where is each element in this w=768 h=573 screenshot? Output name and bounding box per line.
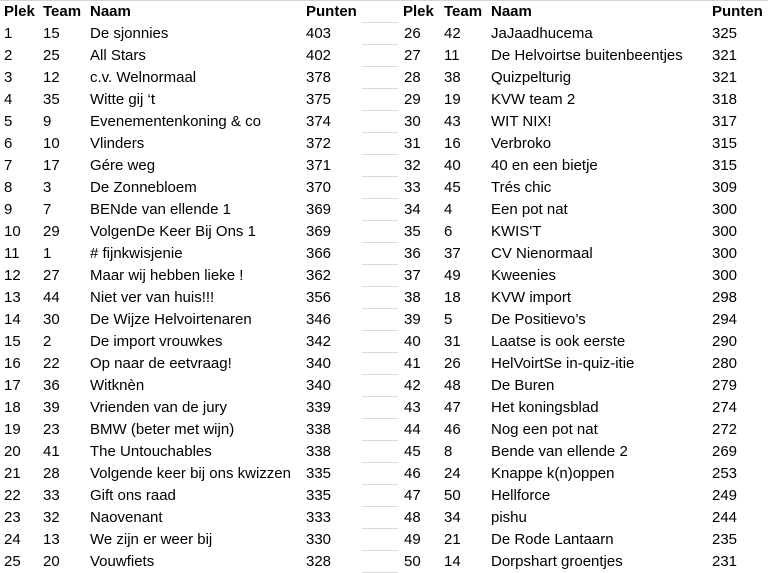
left-team-cell: 9 xyxy=(43,113,52,130)
right-punten-cell: 321 xyxy=(712,47,738,64)
left-plek-cell: 1 xyxy=(4,25,13,42)
spacer-column xyxy=(362,111,398,133)
right-team-cell: 18 xyxy=(444,289,461,306)
left-punten-cell: 340 xyxy=(306,355,332,372)
left-naam-cell: Vrienden van de jury xyxy=(90,399,228,416)
left-naam-cell: The Untouchables xyxy=(90,443,212,460)
table-row xyxy=(0,309,768,331)
right-team-cell: 40 xyxy=(444,157,461,174)
left-punten-cell: 340 xyxy=(306,377,332,394)
header-plek-left: Plek xyxy=(4,3,35,20)
left-naam-cell: # fijnkwisjenie xyxy=(90,245,183,262)
left-naam-cell: Gift ons raad xyxy=(90,487,176,504)
left-punten-cell: 374 xyxy=(306,113,332,130)
right-team-cell: 49 xyxy=(444,267,461,284)
right-naam-cell: Dorpshart groentjes xyxy=(491,553,623,570)
right-punten-cell: 269 xyxy=(712,443,738,460)
left-plek-cell: 14 xyxy=(4,311,21,328)
left-naam-cell: BENde van ellende 1 xyxy=(90,201,231,218)
right-punten-cell: 235 xyxy=(712,531,738,548)
right-punten-cell: 300 xyxy=(712,267,738,284)
right-team-cell: 21 xyxy=(444,531,461,548)
right-naam-cell: HelVoirtSe in-quiz-itie xyxy=(491,355,635,372)
right-naam-cell: 40 en een bietje xyxy=(491,157,598,174)
spacer-column xyxy=(362,375,398,397)
right-naam-cell: Knappe k(n)oppen xyxy=(491,465,615,482)
right-naam-cell: Kweenies xyxy=(491,267,557,284)
right-naam-cell: De Helvoirtse buitenbeentjes xyxy=(491,47,683,64)
left-punten-cell: 330 xyxy=(306,531,332,548)
left-punten-cell: 369 xyxy=(306,223,332,240)
right-plek-cell: 32 xyxy=(404,157,421,174)
left-plek-cell: 2 xyxy=(4,47,13,64)
right-plek-cell: 40 xyxy=(404,333,421,350)
left-naam-cell: Gére weg xyxy=(90,157,156,174)
header-punten-right: Punten xyxy=(712,3,763,20)
spacer-column xyxy=(362,309,398,331)
left-punten-cell: 339 xyxy=(306,399,332,416)
right-punten-cell: 294 xyxy=(712,311,738,328)
spacer-column xyxy=(362,331,398,353)
spacer-column xyxy=(362,265,398,287)
spacer-column xyxy=(362,287,398,309)
table-row xyxy=(0,441,768,463)
left-team-cell: 17 xyxy=(43,157,60,174)
left-punten-cell: 403 xyxy=(306,25,332,42)
table-row xyxy=(0,111,768,133)
right-plek-cell: 33 xyxy=(404,179,421,196)
left-naam-cell: VolgenDe Keer Bij Ons 1 xyxy=(90,223,256,240)
right-naam-cell: KVW import xyxy=(491,289,572,306)
table-row xyxy=(0,265,768,287)
left-punten-cell: 328 xyxy=(306,553,332,570)
left-team-cell: 20 xyxy=(43,553,60,570)
right-naam-cell: Laatse is ook eerste xyxy=(491,333,626,350)
left-team-cell: 12 xyxy=(43,69,60,86)
left-team-cell: 7 xyxy=(43,201,52,218)
left-team-cell: 44 xyxy=(43,289,60,306)
right-naam-cell: JaJaadhucema xyxy=(491,25,593,42)
left-plek-cell: 16 xyxy=(4,355,21,372)
left-team-cell: 39 xyxy=(43,399,60,416)
right-naam-cell: De Positievo’s xyxy=(491,311,586,328)
right-team-cell: 31 xyxy=(444,333,461,350)
left-naam-cell: Op naar de eetvraag! xyxy=(90,355,232,372)
left-plek-cell: 11 xyxy=(4,245,20,262)
right-punten-cell: 279 xyxy=(712,377,738,394)
header-punten-left: Punten xyxy=(306,3,357,20)
header-row xyxy=(0,1,768,23)
left-team-cell: 33 xyxy=(43,487,60,504)
right-naam-cell: Verbroko xyxy=(491,135,552,152)
left-plek-cell: 9 xyxy=(4,201,13,218)
right-naam-cell: Bende van ellende 2 xyxy=(491,443,628,460)
left-plek-cell: 23 xyxy=(4,509,21,526)
right-team-cell: 8 xyxy=(444,443,453,460)
right-plek-cell: 34 xyxy=(404,201,421,218)
header-naam-left: Naam xyxy=(90,3,131,20)
right-punten-cell: 309 xyxy=(712,179,738,196)
right-punten-cell: 321 xyxy=(712,69,738,86)
right-plek-cell: 31 xyxy=(404,135,421,152)
right-plek-cell: 36 xyxy=(404,245,421,262)
table-row xyxy=(0,419,768,441)
right-plek-cell: 50 xyxy=(404,553,421,570)
right-team-cell: 34 xyxy=(444,509,461,526)
left-naam-cell: Vouwfiets xyxy=(90,553,155,570)
header-team-left: Team xyxy=(43,3,82,20)
right-plek-cell: 45 xyxy=(404,443,421,460)
right-punten-cell: 274 xyxy=(712,399,738,416)
right-plek-cell: 28 xyxy=(404,69,421,86)
left-plek-cell: 20 xyxy=(4,443,21,460)
table-row xyxy=(0,199,768,221)
right-punten-cell: 231 xyxy=(712,553,738,570)
spacer-column xyxy=(362,397,398,419)
left-team-cell: 28 xyxy=(43,465,60,482)
table-row xyxy=(0,221,768,243)
right-plek-cell: 42 xyxy=(404,377,421,394)
right-plek-cell: 30 xyxy=(404,113,421,130)
right-team-cell: 38 xyxy=(444,69,461,86)
right-punten-cell: 315 xyxy=(712,135,738,152)
right-naam-cell: CV Nienormaal xyxy=(491,245,593,262)
left-plek-cell: 10 xyxy=(4,223,21,240)
left-punten-cell: 335 xyxy=(306,487,332,504)
right-team-cell: 47 xyxy=(444,399,461,416)
left-naam-cell: Niet ver van huis!!! xyxy=(90,289,215,306)
right-plek-cell: 47 xyxy=(404,487,421,504)
left-punten-cell: 371 xyxy=(306,157,332,174)
right-team-cell: 42 xyxy=(444,25,461,42)
right-naam-cell: De Rode Lantaarn xyxy=(491,531,614,548)
left-plek-cell: 22 xyxy=(4,487,21,504)
left-team-cell: 27 xyxy=(43,267,60,284)
spacer-column xyxy=(362,485,398,507)
spacer-column xyxy=(362,1,398,23)
spacer-column xyxy=(362,243,398,265)
left-naam-cell: De sjonnies xyxy=(90,25,169,42)
right-team-cell: 5 xyxy=(444,311,453,328)
header-naam-right: Naam xyxy=(491,3,532,20)
right-team-cell: 48 xyxy=(444,377,461,394)
left-punten-cell: 370 xyxy=(306,179,332,196)
spacer-column xyxy=(362,221,398,243)
table-row xyxy=(0,89,768,111)
left-punten-cell: 369 xyxy=(306,201,332,218)
table-row xyxy=(0,529,768,551)
left-plek-cell: 7 xyxy=(4,157,13,174)
header-team-right: Team xyxy=(444,3,483,20)
left-punten-cell: 356 xyxy=(306,289,332,306)
spacer-column xyxy=(362,177,398,199)
table-row xyxy=(0,463,768,485)
left-plek-cell: 15 xyxy=(4,333,21,350)
right-plek-cell: 37 xyxy=(404,267,421,284)
right-punten-cell: 300 xyxy=(712,223,738,240)
right-team-cell: 45 xyxy=(444,179,461,196)
right-plek-cell: 29 xyxy=(404,91,421,108)
left-plek-cell: 19 xyxy=(4,421,21,438)
right-team-cell: 4 xyxy=(444,201,453,218)
spacer-column xyxy=(362,23,398,45)
right-team-cell: 50 xyxy=(444,487,461,504)
right-team-cell: 46 xyxy=(444,421,461,438)
right-team-cell: 24 xyxy=(444,465,461,482)
right-plek-cell: 39 xyxy=(404,311,421,328)
left-team-cell: 29 xyxy=(43,223,60,240)
left-plek-cell: 6 xyxy=(4,135,13,152)
spacer-column xyxy=(362,551,398,573)
right-naam-cell: WIT NIX! xyxy=(491,113,552,130)
left-plek-cell: 25 xyxy=(4,553,21,570)
left-punten-cell: 362 xyxy=(306,267,332,284)
left-plek-cell: 17 xyxy=(4,377,21,394)
right-team-cell: 14 xyxy=(444,553,461,570)
table-row xyxy=(0,155,768,177)
left-naam-cell: BMW (beter met wijn) xyxy=(90,421,235,438)
left-plek-cell: 5 xyxy=(4,113,13,130)
table-row xyxy=(0,551,768,573)
left-team-cell: 22 xyxy=(43,355,60,372)
right-team-cell: 6 xyxy=(444,223,453,240)
table-row xyxy=(0,353,768,375)
right-naam-cell: De Buren xyxy=(491,377,555,394)
spacer-column xyxy=(362,463,398,485)
left-naam-cell: Witknèn xyxy=(90,377,145,394)
right-plek-cell: 35 xyxy=(404,223,421,240)
left-team-cell: 2 xyxy=(43,333,52,350)
right-punten-cell: 325 xyxy=(712,25,738,42)
left-naam-cell: We zijn er weer bij xyxy=(90,531,213,548)
left-naam-cell: Evenementenkoning & co xyxy=(90,113,261,130)
left-punten-cell: 366 xyxy=(306,245,332,262)
spacer-column xyxy=(362,199,398,221)
right-plek-cell: 41 xyxy=(404,355,421,372)
left-punten-cell: 335 xyxy=(306,465,332,482)
spacer-column xyxy=(362,45,398,67)
spacer-column xyxy=(362,507,398,529)
right-naam-cell: Nog een pot nat xyxy=(491,421,598,438)
right-naam-cell: pishu xyxy=(491,509,527,526)
left-naam-cell: De Zonnebloem xyxy=(90,179,197,196)
right-punten-cell: 300 xyxy=(712,201,738,218)
left-plek-cell: 8 xyxy=(4,179,13,196)
table-row xyxy=(0,45,768,67)
left-punten-cell: 372 xyxy=(306,135,332,152)
spacer-column xyxy=(362,441,398,463)
right-plek-cell: 49 xyxy=(404,531,421,548)
right-punten-cell: 249 xyxy=(712,487,738,504)
right-punten-cell: 272 xyxy=(712,421,738,438)
right-naam-cell: Een pot nat xyxy=(491,201,568,218)
right-plek-cell: 43 xyxy=(404,399,421,416)
right-naam-cell: KVW team 2 xyxy=(491,91,576,108)
table-row xyxy=(0,177,768,199)
left-team-cell: 25 xyxy=(43,47,60,64)
left-team-cell: 35 xyxy=(43,91,60,108)
right-plek-cell: 46 xyxy=(404,465,421,482)
left-naam-cell: Vlinders xyxy=(90,135,145,152)
spacer-column xyxy=(362,67,398,89)
left-team-cell: 1 xyxy=(43,245,52,262)
left-team-cell: 15 xyxy=(43,25,60,42)
left-naam-cell: Naovenant xyxy=(90,509,163,526)
right-team-cell: 37 xyxy=(444,245,461,262)
left-plek-cell: 3 xyxy=(4,69,13,86)
left-plek-cell: 18 xyxy=(4,399,21,416)
left-team-cell: 13 xyxy=(43,531,60,548)
left-punten-cell: 333 xyxy=(306,509,332,526)
left-punten-cell: 346 xyxy=(306,311,332,328)
left-naam-cell: Volgende keer bij ons kwizzen xyxy=(90,465,291,482)
right-punten-cell: 318 xyxy=(712,91,738,108)
left-team-cell: 32 xyxy=(43,509,60,526)
left-team-cell: 36 xyxy=(43,377,60,394)
table-row xyxy=(0,507,768,529)
right-plek-cell: 27 xyxy=(404,47,421,64)
table-row xyxy=(0,287,768,309)
left-plek-cell: 21 xyxy=(4,465,21,482)
spacer-column xyxy=(362,89,398,111)
left-naam-cell: Maar wij hebben lieke ! xyxy=(90,267,244,284)
left-plek-cell: 24 xyxy=(4,531,21,548)
right-team-cell: 11 xyxy=(444,47,460,64)
left-naam-cell: Witte gij ‘t xyxy=(90,91,156,108)
right-punten-cell: 315 xyxy=(712,157,738,174)
right-naam-cell: Trés chic xyxy=(491,179,552,196)
table-row xyxy=(0,397,768,419)
right-naam-cell: Het koningsblad xyxy=(491,399,599,416)
left-naam-cell: All Stars xyxy=(90,47,146,64)
right-plek-cell: 38 xyxy=(404,289,421,306)
left-punten-cell: 338 xyxy=(306,421,332,438)
header-plek-right: Plek xyxy=(403,3,434,20)
table-row xyxy=(0,375,768,397)
left-punten-cell: 402 xyxy=(306,47,332,64)
spacer-column xyxy=(362,529,398,551)
left-punten-cell: 375 xyxy=(306,91,332,108)
table-row xyxy=(0,331,768,353)
left-naam-cell: De Wijze Helvoirtenaren xyxy=(90,311,252,328)
left-plek-cell: 13 xyxy=(4,289,21,306)
left-punten-cell: 342 xyxy=(306,333,332,350)
left-punten-cell: 338 xyxy=(306,443,332,460)
left-team-cell: 3 xyxy=(43,179,52,196)
left-plek-cell: 12 xyxy=(4,267,21,284)
left-plek-cell: 4 xyxy=(4,91,13,108)
table-row xyxy=(0,243,768,265)
right-punten-cell: 253 xyxy=(712,465,738,482)
left-team-cell: 10 xyxy=(43,135,60,152)
right-punten-cell: 280 xyxy=(712,355,738,372)
right-naam-cell: KWIS'T xyxy=(491,223,542,240)
right-punten-cell: 298 xyxy=(712,289,738,306)
right-punten-cell: 317 xyxy=(712,113,738,130)
table-row xyxy=(0,485,768,507)
right-punten-cell: 244 xyxy=(712,509,738,526)
right-plek-cell: 26 xyxy=(404,25,421,42)
left-naam-cell: De import vrouwkes xyxy=(90,333,223,350)
left-naam-cell: c.v. Welnormaal xyxy=(90,69,197,86)
right-punten-cell: 300 xyxy=(712,245,738,262)
right-naam-cell: Hellforce xyxy=(491,487,551,504)
right-plek-cell: 48 xyxy=(404,509,421,526)
spacer-column xyxy=(362,133,398,155)
right-team-cell: 26 xyxy=(444,355,461,372)
spacer-column xyxy=(362,353,398,375)
table-row xyxy=(0,133,768,155)
left-punten-cell: 378 xyxy=(306,69,332,86)
table-row xyxy=(0,67,768,89)
right-team-cell: 43 xyxy=(444,113,461,130)
left-team-cell: 30 xyxy=(43,311,60,328)
right-team-cell: 16 xyxy=(444,135,461,152)
right-naam-cell: Quizpelturig xyxy=(491,69,572,86)
spacer-column xyxy=(362,419,398,441)
right-punten-cell: 290 xyxy=(712,333,738,350)
spacer-column xyxy=(362,155,398,177)
right-team-cell: 19 xyxy=(444,91,461,108)
left-team-cell: 23 xyxy=(43,421,60,438)
left-team-cell: 41 xyxy=(43,443,60,460)
right-plek-cell: 44 xyxy=(404,421,421,438)
table-row xyxy=(0,23,768,45)
